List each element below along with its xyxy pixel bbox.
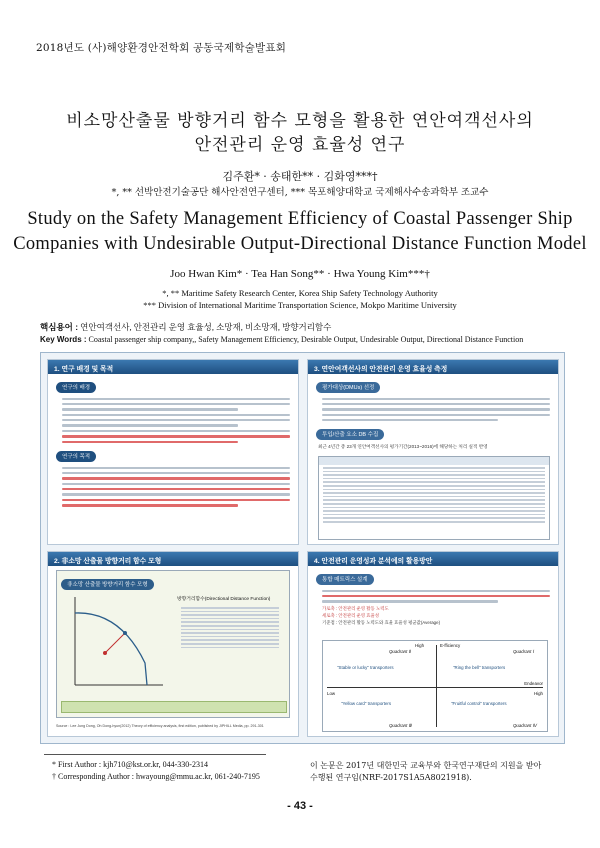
- matrix-axis-low-left: Low: [327, 691, 336, 696]
- english-title-line1: Study on the Safety Management Efficiency of Coastal Passenger Ship: [27, 209, 573, 229]
- panel-2-source: Source : Lee Jung Dong, Oh Dong-hyun(2012) Theory of efficiency analysis, first edition, published by JIPHILL Media, pp. 291-301: [56, 724, 264, 728]
- matrix-axis-efficiency-label: E-fficiency: [440, 643, 461, 648]
- panel-2-highlight-note: [61, 701, 287, 713]
- english-title-line2: Companies with Undesirable Output-Directional Distance Function Model: [13, 234, 587, 254]
- poster-panel-3: [307, 359, 559, 545]
- matrix-quadrant-4: Quadrant Ⅳ: [513, 723, 537, 728]
- panel-2-title: 2. 非소망 산출물 방향거리 함수 모형: [48, 552, 298, 566]
- english-authors: Joo Hwan Kim* · Tea Han Song** · Hwa Young Kim***†: [170, 268, 430, 280]
- panel-1-subhead-purpose: 연구의 목적: [56, 451, 96, 462]
- footnote-first-author: * First Author : kjh710@kst.or.kr, 044-330-2314: [52, 760, 208, 769]
- poster-panel-4: [307, 551, 559, 737]
- poster-panel-2: [47, 551, 299, 737]
- acknowledgment-line2: 수행된 연구임(NRF-2017S1A5A8021918).: [310, 773, 472, 782]
- matrix-ring-the-bell: "Ring the bell" transporters: [453, 665, 506, 670]
- panel-4-subhead: 통합 매트릭스 설계: [316, 574, 374, 585]
- matrix-quadrant-3: Quadrant Ⅲ: [389, 723, 412, 728]
- korean-authors: 김주환* · 송태한** · 김화영***†: [222, 170, 378, 183]
- page-number: - 43 -: [287, 800, 313, 812]
- matrix-axis-endeavor-label: Endeavor: [524, 681, 543, 686]
- matrix-quadrant-1: Quadrant Ⅰ: [513, 649, 534, 654]
- panel-3-note: 최근 4년간 총 23개 연안여객선사의 평가기간(2013~2016)에 해당하는 처리 실적 반영: [318, 443, 488, 449]
- matrix-axis-high-top: High: [415, 643, 425, 648]
- panel-3-table: [318, 456, 550, 540]
- poster-panel-1: [47, 359, 299, 545]
- acknowledgment-line1: 이 논문은 2017년 대한민국 교육부와 한국연구재단의 지원을 받아: [310, 761, 542, 770]
- korean-affiliation: *, ** 선박안전기술공단 해사안전연구센터, *** 목포해양대학교 국제해사수송과학부 조교수: [111, 187, 489, 198]
- panel-4-title: 4. 안전관리 운영성과 분석에의 활용방안: [308, 552, 558, 566]
- panel-1-title: 1. 연구 배경 및 목적: [48, 360, 298, 374]
- panel-2-formula-title: 방향거리함수(Directional Distance Function): [177, 597, 271, 602]
- matrix-yellow-card: "Yellow card" transporters: [341, 701, 392, 706]
- footnote-corresponding-author: † Corresponding Author : hwayoung@mmu.ac.kr, 061-240-7195: [52, 772, 260, 781]
- conference-header: 2018년도 (사)해양환경안전학회 공동국제학술발표회: [36, 42, 287, 54]
- ddf-production-frontier-graph: [65, 593, 165, 693]
- keywords-english-text: Coastal passenger ship company,, Safety Management Efficiency, Desirable Output, Undesirable Output, Directional Distance Function: [88, 335, 524, 344]
- panel-4-bullet-baseline: 기준점 : 안전관리 활동 노력도와 효율 효율성 평균값(Average): [322, 619, 441, 625]
- keywords-english: [40, 335, 570, 344]
- korean-title-line2: 안전관리 운영 효율성 연구: [194, 135, 406, 155]
- keywords-korean-label: 핵심용어 :: [40, 322, 79, 332]
- english-affiliation-line2: *** Division of International Maritime Transportation Science, Mokpo Maritime University: [143, 300, 457, 310]
- panel-3-subhead-db: 투입/산출 요소 DB 수집: [316, 429, 384, 440]
- panel-3-subhead-dmus: 평가대상(DMUs) 선정: [316, 382, 380, 393]
- poster-figure: [40, 352, 565, 744]
- panel-2-figure: [56, 570, 290, 718]
- matrix-fruitful-control: "Fruitful control" transporters: [451, 701, 507, 706]
- panel-1-subhead-background: 연구의 배경: [56, 382, 96, 393]
- panel-4-bullet-vertical: 세로축 : 안전관리 운영 효율성: [322, 612, 379, 618]
- panel-2-subhead: 非소망 산출물 방향거리 함수 모형: [61, 579, 154, 590]
- keywords-english-label: Key Words :: [40, 335, 87, 344]
- footnote-divider: [44, 754, 266, 755]
- panel-4-matrix: [322, 640, 548, 732]
- matrix-stable-lucky: "Stable or lucky" transporters: [337, 665, 394, 670]
- keywords-korean: [40, 321, 570, 333]
- matrix-quadrant-2: Quadrant Ⅱ: [389, 649, 411, 654]
- english-affiliation-line1: *, ** Maritime Safety Research Center, Korea Ship Safety Technology Authority: [162, 288, 438, 298]
- panel-3-title: 3. 연안여객선사의 안전관리 운영 효율성 측정: [308, 360, 558, 374]
- panel-2-formula-block: [177, 605, 283, 650]
- matrix-axis-high-right: High: [533, 691, 543, 696]
- panel-4-bullet-horizontal: 가로축 : 안전관리 운영 활동 노력도: [322, 605, 389, 611]
- keywords-korean-text: 연안여객선사, 안전관리 운영 효율성, 소망재, 비소망재, 방향거리함수: [80, 322, 332, 332]
- korean-title-line1: 비소망산출물 방향거리 함수 모형을 활용한 연안여객선사의: [66, 111, 534, 131]
